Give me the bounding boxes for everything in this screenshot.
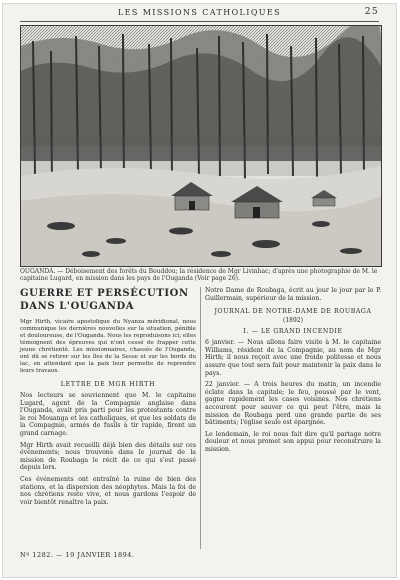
issue-footer: Nº 1282. — 19 JANVIER 1894. (20, 551, 135, 559)
body-paragraph: Ces événements ont entraîné la ruine de bien des stations, et la dispersion des néophytes. Mais la foi de nos chrétiens reste vive, et nous gardons l'espoir de voir bientôt renaître la paix. (20, 475, 196, 506)
page (2, 3, 397, 578)
header-rule (20, 21, 379, 22)
engraving-illustration (20, 25, 382, 267)
column-divider (200, 287, 201, 549)
right-column (205, 287, 381, 458)
body-paragraph: Le lendemain, le roi nous fait dire qu'il partage notre douleur et nous promet son appui pour reconstruire la mission. (205, 430, 381, 453)
body-paragraph: Nos lecteurs se souviennent que M. le capitaine Lugard, agent de la Compagnie anglaise dans l'Ouganda, avait pris parti pour les protestants contre le roi Mouanga et les catholiques, et que les soldats de la Compagnie, armés de fusils à tir rapide, firent un grand carnage. (20, 392, 196, 437)
body-paragraph: 6 janvier. — Nous allons faire visite à M. le capitaine Williams, résident de la Compagnie, au nom de Mgr Hirth; il nous reçoit avec une froide politesse et nous assure que tout sera fait pour maintenir la paix dans le pays. (205, 339, 381, 377)
body-paragraph: 22 janvier. — A trois heures du matin, un incendie éclate dans la capitale; le feu, poussé par le vent, gagne rapidement les cases voisines. Nos chrétiens accourent pour sauver ce qui peut l'être, mais la mission de Roubaga perd une grande partie de ses bâtiments; l'église seule est épargnée. (205, 381, 381, 427)
journal-title: JOURNAL DE NOTRE-DAME DE ROUBAGA (214, 308, 372, 316)
running-title: LES MISSIONS CATHOLIQUES (117, 8, 282, 17)
article-intro: Mgr Hirth, vicaire apostolique du Nyanza méridional, nous communique les dernières nouvelles sur la situation, pénible et douloureuse, de l'Ouganda. Nous les reproduisons ici; elles témoignent des épreuves qui n'ont cessé de frapper cette jeune chrétienté. Les missionnaires, chassés de l'Ouganda, ont dû se retirer sur les îles de la Sesse et sur les bords du lac, en attendant que la paix leur permette de reprendre leurs travaux. (20, 319, 196, 374)
left-column (20, 287, 196, 510)
body-paragraph: Mgr Hirth avait recueilli déjà bien des détails sur ces événements; nous trouvons dans le journal de la mission de Roubaga le récit de ce qui s'est passé depuis lors. (20, 441, 196, 472)
running-header (20, 5, 379, 21)
article-title: GUERRE ET PERSÉCUTION DANS L'OUGANDA (20, 288, 189, 312)
letter-heading: LETTRE DE MGR HIRTH (60, 381, 156, 388)
section-title: I. — LE GRAND INCENDIE (243, 328, 343, 336)
journal-year: (1892) (283, 317, 303, 325)
journal-intro: Notre Dame de Roubaga, écrit au jour le jour par le P. Guillermain, supérieur de la mission. (205, 287, 381, 302)
illustration-caption: OUGANDA. — Déboisement des forêts du Bouddou; la résidence de Mgr Livinhac; d'après une photographie de M. le capitaine Lugard, en mission dans les pays de l'Ouganda (Voir page 26). (20, 268, 378, 282)
forest-clearing-engraving (21, 26, 381, 266)
page-number: 25 (364, 7, 379, 17)
